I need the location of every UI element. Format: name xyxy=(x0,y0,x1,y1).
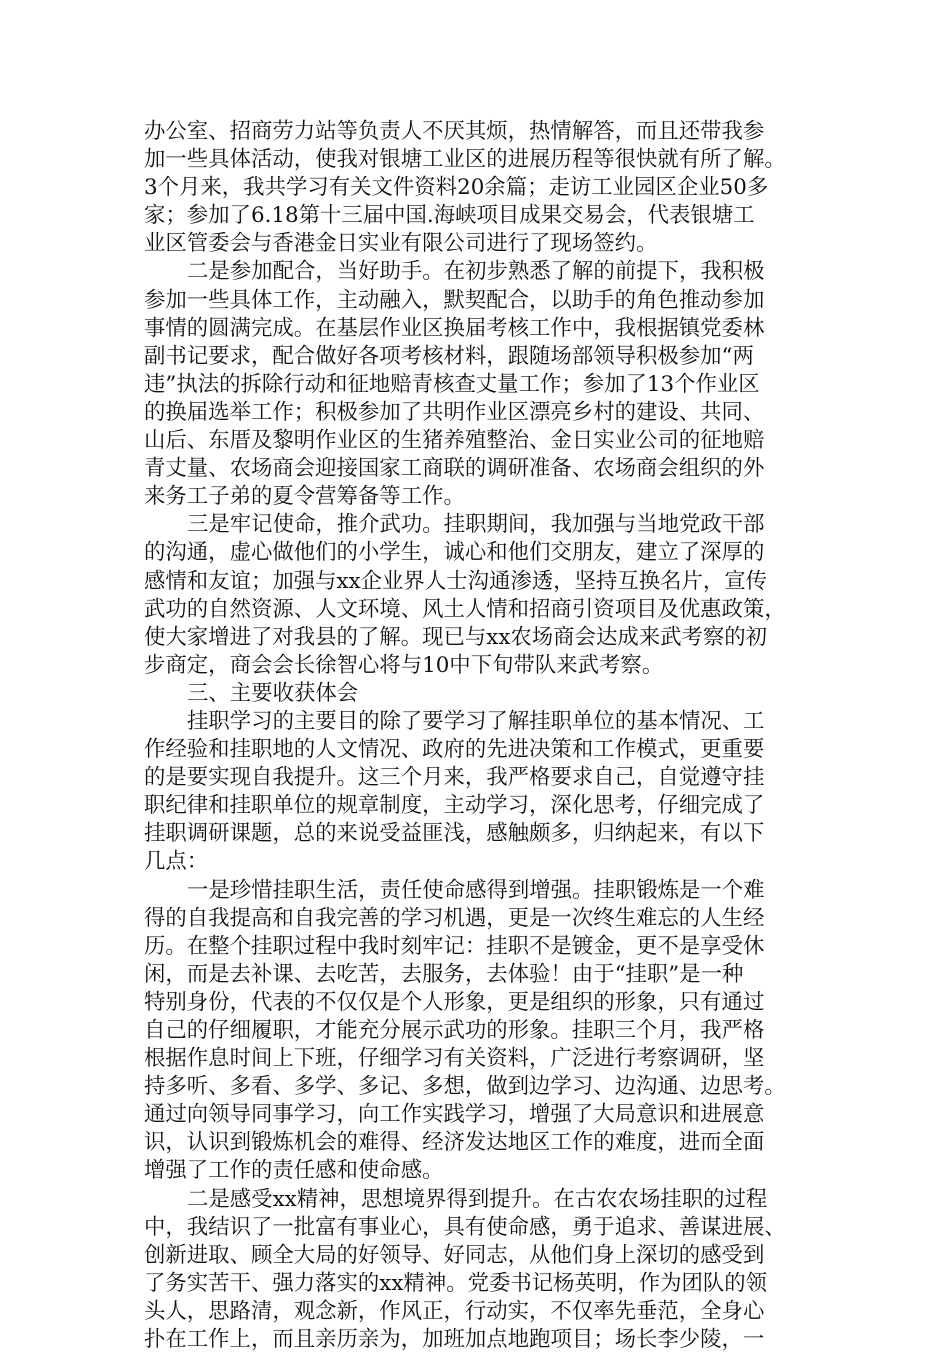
text-line: 创新进取、顾全大局的好领导、好同志，从他们身上深切的感受到 xyxy=(144,1242,765,1268)
text-line: 三、主要收获体会 xyxy=(187,680,359,706)
text-line: 得的自我提高和自我完善的学习机遇，更是一次终生难忘的人生经 xyxy=(144,905,765,931)
text-line: 的是要实现自我提升。这三个月来，我严格要求自己，自觉遵守挂 xyxy=(144,765,765,791)
text-line: 步商定，商会会长徐智心将与10中下旬带队来武考察。 xyxy=(144,652,664,678)
text-line: 通过向领导同事学习，向工作实践学习，增强了大局意识和进展意 xyxy=(144,1102,765,1128)
text-line: 办公室、招商劳力站等负责人不厌其烦，热情解答，而且还带我参 xyxy=(144,119,765,144)
text-line: 挂职学习的主要目的除了要学习了解挂职单位的基本情况、工 xyxy=(187,708,765,734)
text-line: 的换届选举工作；积极参加了共明作业区漂亮乡村的建设、共同、 xyxy=(144,399,765,425)
text-line: 扑在工作上，而且亲历亲为，加班加点地跑项目；场长李少陵，一 xyxy=(144,1327,765,1353)
text-line: 事情的圆满完成。在基层作业区换届考核工作中，我根据镇党委林 xyxy=(144,315,765,341)
text-line: 闲，而是去补课、去吃苦，去服务，去体验！由于“挂职”是一种 xyxy=(144,961,744,987)
text-line: 头人，思路清，观念新，作风正，行动实，不仅率先垂范，全身心 xyxy=(144,1298,765,1324)
text-line: 参加一些具体工作，主动融入，默契配合，以助手的角色推动参加 xyxy=(144,287,765,313)
text-line: 的沟通，虚心做他们的小学生，诚心和他们交朋友，建立了深厚的 xyxy=(144,540,765,566)
text-line: 使大家增进了对我县的了解。现已与xx农场商会达成来武考察的初 xyxy=(144,624,768,650)
document-body xyxy=(144,118,819,1354)
text-line: 二是感受xx精神，思想境界得到提升。在古农农场挂职的过程 xyxy=(187,1186,768,1212)
text-line: 三是牢记使命，推介武功。挂职期间，我加强与当地党政干部 xyxy=(187,512,765,538)
text-line: 职纪律和挂职单位的规章制度，主动学习，深化思考，仔细完成了 xyxy=(144,793,765,819)
text-line: 3个月来，我共学习有关文件资料20余篇；走访工业园区企业50多 xyxy=(144,175,769,201)
text-line: 特别身份，代表的不仅仅是个人形象，更是组织的形象，只有通过 xyxy=(144,989,765,1015)
text-line: 挂职调研课题，总的来说受益匪浅，感触颇多，归纳起来，有以下 xyxy=(144,821,765,847)
text-line: 自己的仔细履职，才能充分展示武功的形象。挂职三个月，我严格 xyxy=(144,1018,765,1043)
text-line: 根据作息时间上下班，仔细学习有关资料，广泛进行考察调研，坚 xyxy=(144,1046,765,1072)
text-line: 武功的自然资源、人文环境、风土人情和招商引资项目及优惠政策， xyxy=(144,596,786,622)
text-line: 几点： xyxy=(144,849,209,875)
text-line: 二是参加配合，当好助手。在初步熟悉了解的前提下，我积极 xyxy=(187,259,765,285)
text-line: 山后、东厝及黎明作业区的生猪养殖整治、金日实业公司的征地赔 xyxy=(144,428,765,454)
text-line: 违”执法的拆除行动和征地赔青核查丈量工作；参加了13个作业区 xyxy=(144,371,760,397)
text-line: 加一些具体活动，使我对银塘工业区的进展历程等很快就有所了解。 xyxy=(144,147,786,173)
text-line: 青丈量、农场商会迎接国家工商联的调研准备、农场商会组织的外 xyxy=(144,456,765,482)
text-line: 识，认识到锻炼机会的难得、经济发达地区工作的难度，进而全面 xyxy=(144,1130,765,1156)
text-line: 中，我结识了一批富有事业心，具有使命感，勇于追求、善谋进展、 xyxy=(144,1214,786,1240)
text-line: 作经验和挂职地的人文情况、政府的先进决策和工作模式，更重要 xyxy=(144,737,765,763)
text-line: 业区管委会与香港金日实业有限公司进行了现场签约。 xyxy=(144,231,658,257)
text-line: 感情和友谊；加强与xx企业界人士沟通渗透，坚持互换名片，宣传 xyxy=(144,568,768,594)
text-line: 来务工子弟的夏令营筹备等工作。 xyxy=(144,484,465,510)
text-line: 了务实苦干、强力落实的xx精神。党委书记杨英明，作为团队的领 xyxy=(144,1270,768,1296)
text-line: 家；参加了6.18第十三届中国.海峡项目成果交易会，代表银塘工 xyxy=(144,203,755,229)
text-line: 历。在整个挂职过程中我时刻牢记：挂职不是镀金，更不是享受休 xyxy=(144,933,765,959)
text-line: 持多听、多看、多学、多记、多想，做到边学习、边沟通、边思考。 xyxy=(144,1074,786,1100)
text-line: 一是珍惜挂职生活，责任使命感得到增强。挂职锻炼是一个难 xyxy=(187,877,765,903)
text-line: 副书记要求，配合做好各项考核材料，跟随场部领导积极参加“两 xyxy=(144,343,754,369)
text-line: 增强了工作的责任感和使命感。 xyxy=(144,1158,444,1184)
